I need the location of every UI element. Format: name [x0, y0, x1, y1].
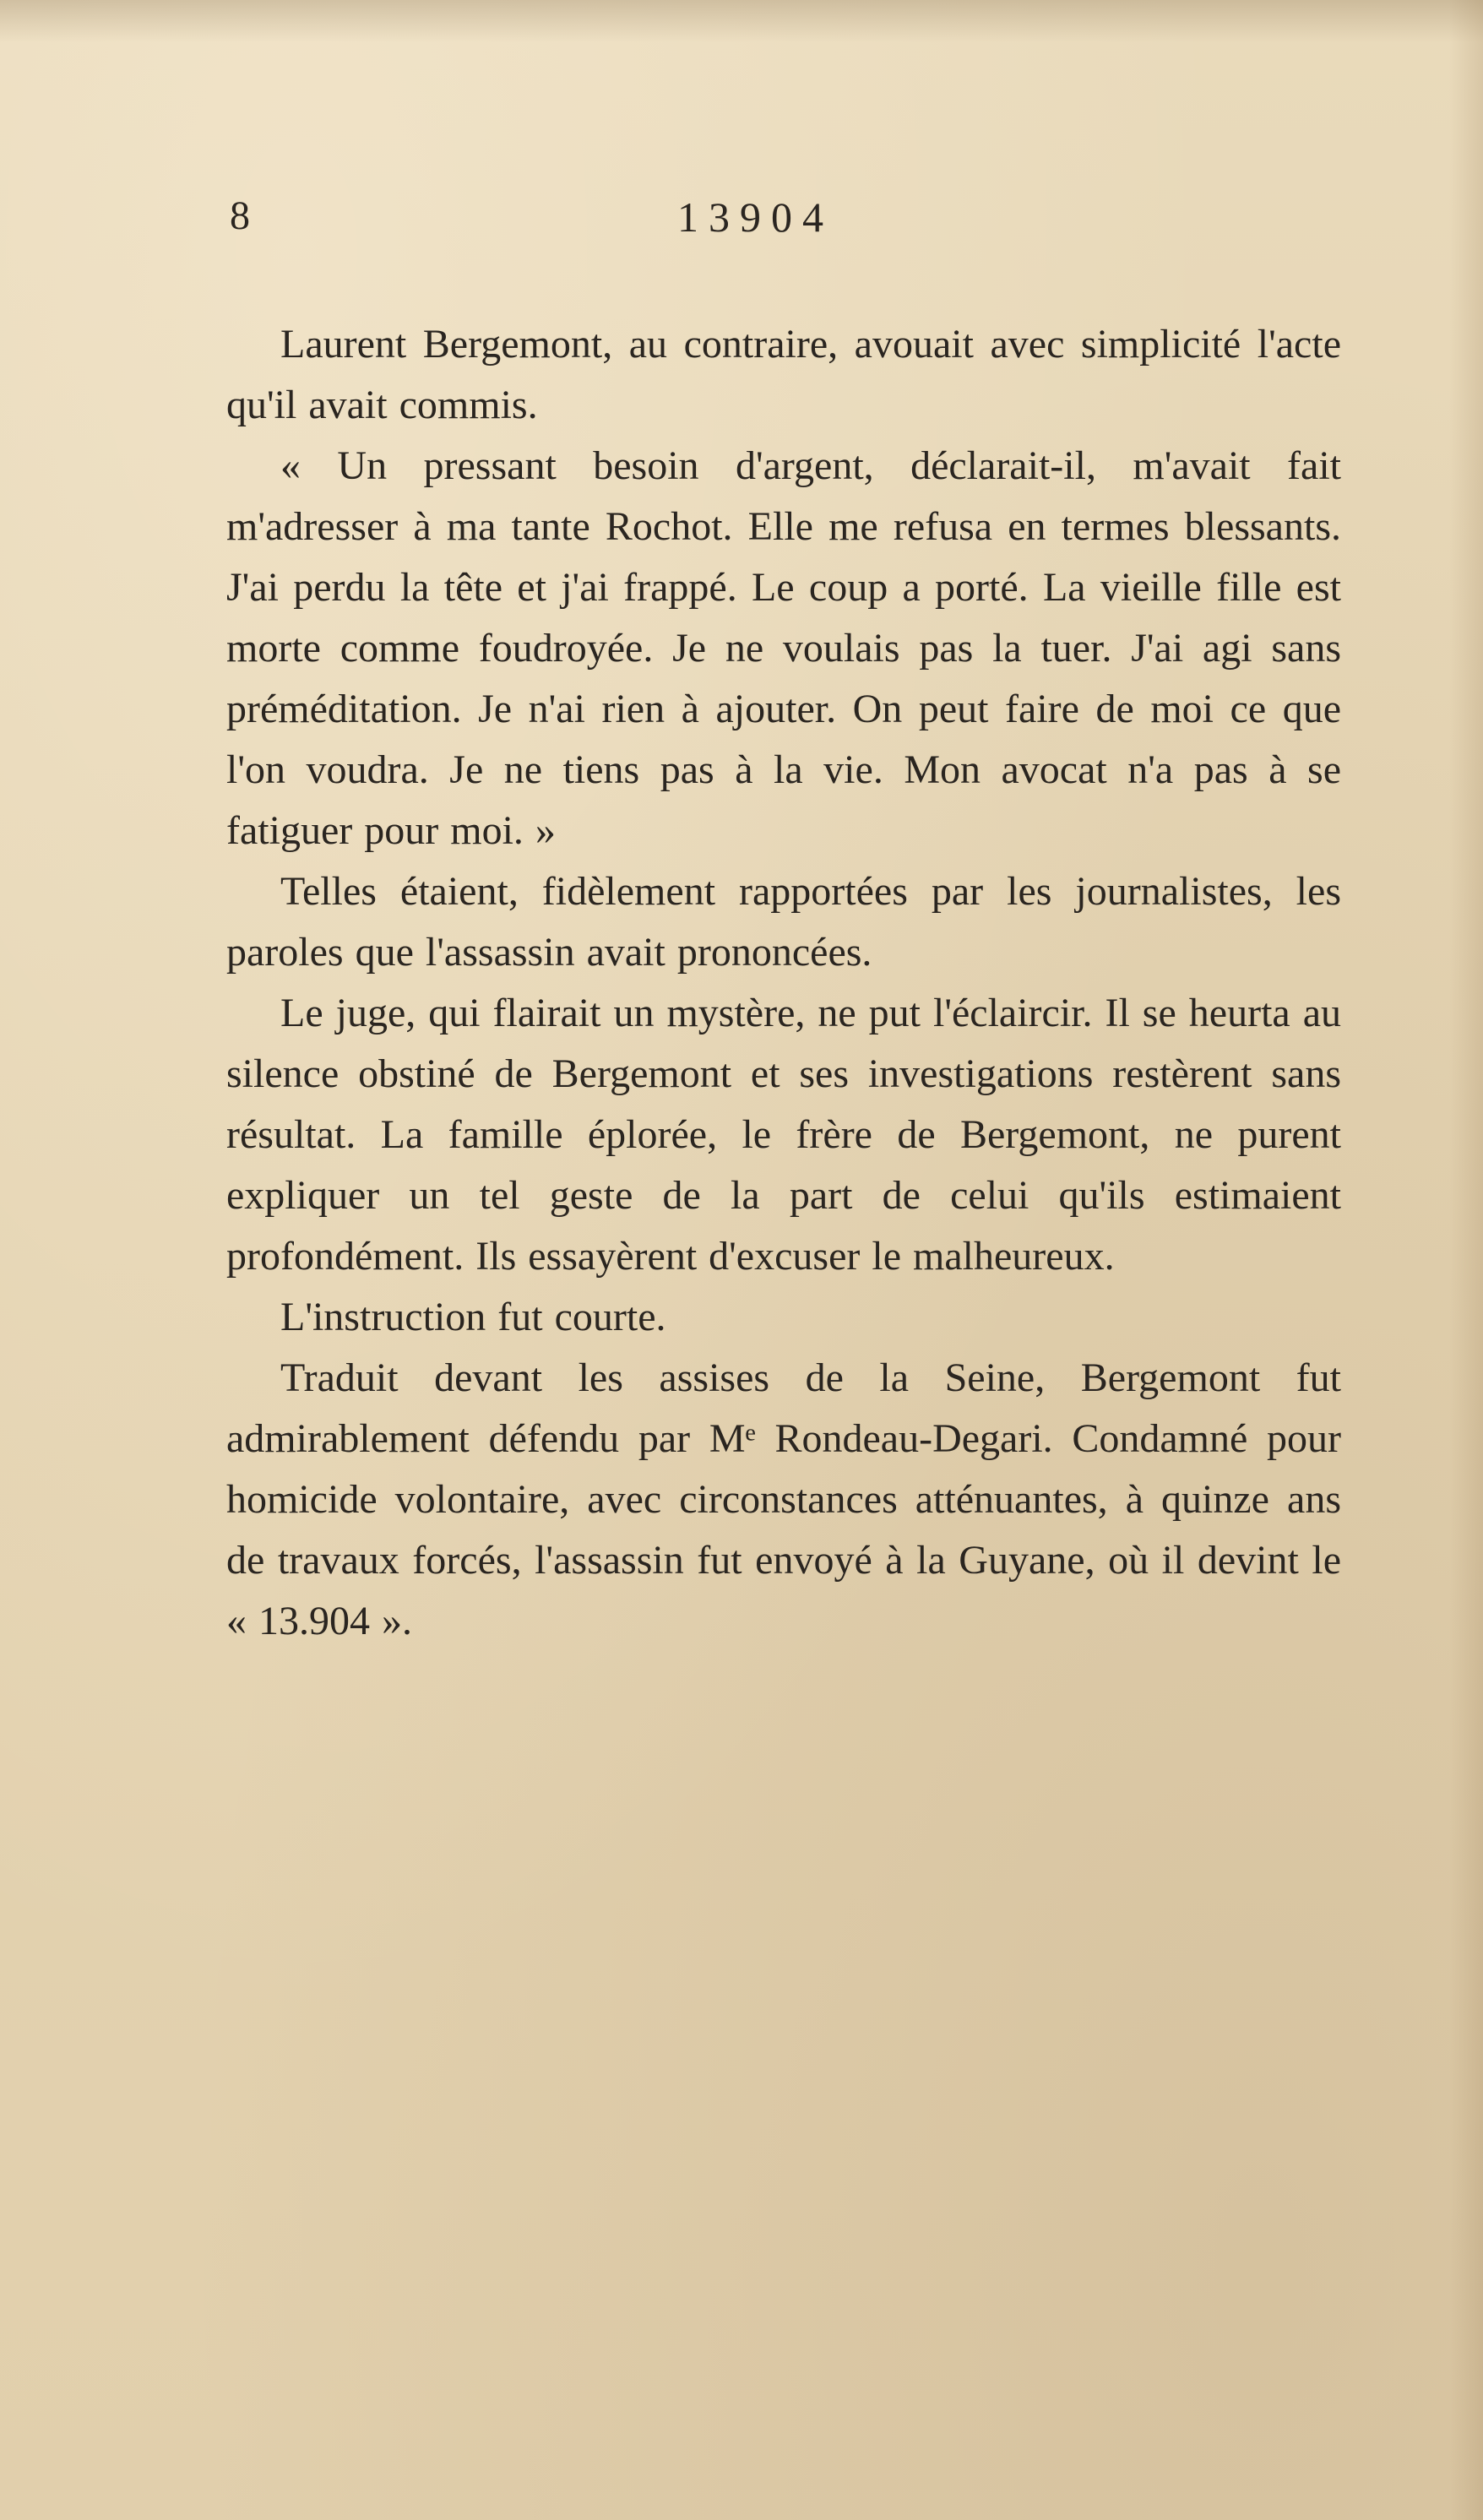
paragraph: Telles étaient, fidèlement rapportées par les journalistes, les paroles que l'assassin avait prononcées.: [226, 869, 1341, 975]
paragraph: L'instruction fut courte.: [280, 1295, 666, 1339]
paragraph: Traduit devant les assises de la Seine, Bergemont fut admirablement défendu par Mᵉ Rondeau-Degari. Condamné pour homicide volontaire, avec circonstances atténuantes, à quinze ans de travaux forcés, l'assassin fut envoyé à la Guyane, où il devint le « 13.904 ».: [226, 1355, 1341, 1643]
paragraph: « Un pressant besoin d'argent, déclarait-il, m'avait fait m'adresser à ma tante Rochot. Elle me refusa en termes blessants. J'ai perdu la tête et j'ai frappé. Le coup a porté. La vieille fille est morte comme foudroyée. Je ne voulais pas la tuer. J'ai agi sans préméditation. Je n'ai rien à ajouter. On peut faire de moi ce que l'on voudra. Je ne tiens pas à la vie. Mon avocat n'a pas à se fatiguer pour moi. »: [226, 443, 1341, 853]
page-number: 8: [230, 193, 252, 238]
page-header: [230, 193, 1344, 252]
paragraph: Laurent Bergemont, au contraire, avouait avec simplicité l'acte qu'il avait commis.: [226, 322, 1341, 427]
running-head: 13904: [677, 193, 834, 241]
body-text: [226, 314, 1341, 1652]
paragraph: Le juge, qui flairait un mystère, ne put l'éclaircir. Il se heurta au silence obstiné de Bergemont et ses investigations restèrent sans résultat. La famille éplorée, le frère de Bergemont, ne purent expliquer un tel geste de la part de celui qu'ils estimaient profondément. Ils essayèrent d'excuser le malheureux.: [226, 991, 1341, 1279]
